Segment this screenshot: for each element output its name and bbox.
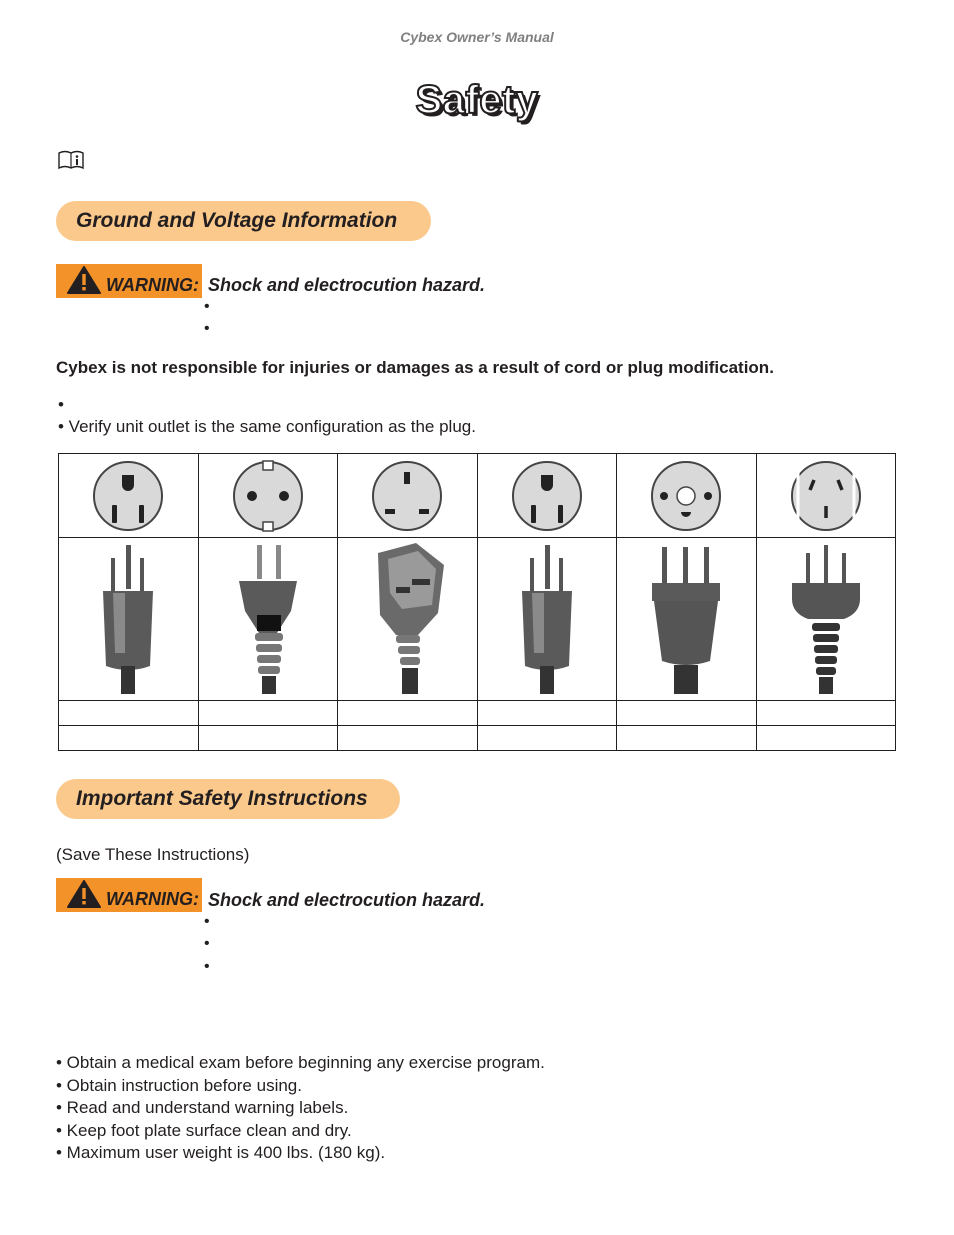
table-cell — [59, 701, 199, 726]
warning-badge — [56, 264, 202, 298]
warning-triangle-icon — [66, 265, 102, 295]
section-heading-safety-instructions — [56, 779, 400, 819]
nema-5-15-outlet-icon — [92, 460, 164, 532]
table-cell — [198, 538, 338, 701]
section-heading-ground-voltage — [56, 201, 431, 241]
list-item: • Maximum user weight is 400 lbs. (180 kg). — [56, 1143, 386, 1162]
table-cell — [756, 454, 896, 538]
nema-5-20-outlet-icon — [511, 460, 583, 532]
table-cell — [756, 726, 896, 751]
table-cell — [338, 726, 478, 751]
table-cell — [617, 454, 757, 538]
table-cell — [59, 454, 199, 538]
list-item: • Obtain instruction before using. — [56, 1076, 302, 1095]
table-cell — [756, 538, 896, 701]
table-row — [59, 701, 896, 726]
type-j-outlet-icon — [650, 460, 722, 532]
table-cell — [59, 538, 199, 701]
plug-configuration-table — [58, 453, 896, 751]
warning-bullet: • — [204, 958, 210, 975]
warning-label: WARNING: — [106, 889, 199, 909]
table-cell — [617, 701, 757, 726]
section-heading-text: Ground and Voltage Information — [76, 209, 398, 232]
warning-triangle-icon — [66, 879, 102, 909]
disclaimer-text: Cybex is not responsible for injuries or damages as a result of cord or plug modification. — [56, 358, 774, 377]
list-item: • Obtain a medical exam before beginning any exercise program. — [56, 1053, 545, 1072]
table-cell — [198, 726, 338, 751]
nema-5-15-plug-icon — [93, 543, 163, 695]
table-cell — [617, 726, 757, 751]
warning-bullet: • — [204, 320, 210, 337]
type-i-plug-icon — [788, 543, 864, 695]
nema-5-20-plug-icon — [512, 543, 582, 695]
table-cell — [477, 538, 617, 701]
table-cell — [198, 701, 338, 726]
table-cell — [477, 701, 617, 726]
list-item: • Read and understand warning labels. — [56, 1098, 349, 1117]
table-cell — [756, 701, 896, 726]
bs-1363-outlet-icon — [371, 460, 443, 532]
schuko-plug-icon — [233, 543, 303, 695]
type-i-outlet-icon — [790, 460, 862, 532]
book-info-icon — [58, 150, 84, 170]
warning-bullet: • — [204, 935, 210, 952]
list-item: • Verify unit outlet is the same configuration as the plug. — [58, 417, 476, 436]
warning-badge — [56, 878, 202, 912]
warning-bullet: • — [204, 913, 210, 930]
table-cell — [617, 538, 757, 701]
list-item: • — [58, 395, 64, 414]
plug-row — [59, 538, 896, 701]
save-instructions-note: (Save These Instructions) — [56, 845, 250, 864]
table-cell — [59, 726, 199, 751]
table-cell — [477, 726, 617, 751]
table-cell — [338, 701, 478, 726]
table-cell — [198, 454, 338, 538]
warning-bullet: • — [204, 298, 210, 315]
table-cell — [338, 454, 478, 538]
schuko-outlet-icon — [232, 460, 304, 532]
bs-1363-plug-icon — [366, 543, 448, 695]
outlet-row — [59, 454, 896, 538]
warning-text: Shock and electrocution hazard. — [208, 890, 486, 910]
manual-header: Cybex Owner’s Manual — [400, 29, 554, 45]
page-title: Safety — [415, 78, 539, 122]
table-cell — [338, 538, 478, 701]
list-item: • Keep foot plate surface clean and dry. — [56, 1121, 352, 1140]
warning-text: Shock and electrocution hazard. — [208, 275, 486, 295]
type-j-plug-icon — [648, 543, 724, 695]
table-cell — [477, 454, 617, 538]
section-heading-text: Important Safety Instructions — [76, 787, 368, 810]
table-row — [59, 726, 896, 751]
warning-label: WARNING: — [106, 275, 199, 295]
